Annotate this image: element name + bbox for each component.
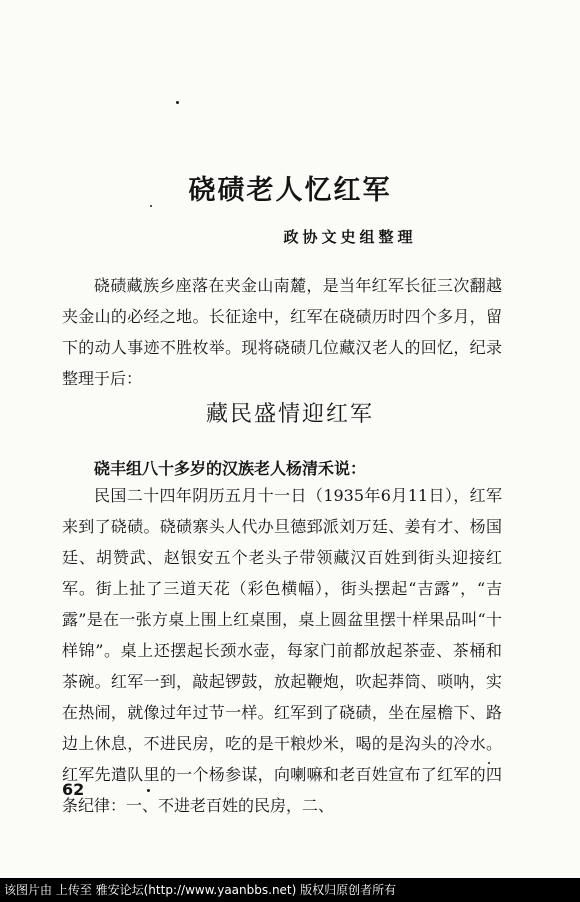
page-number: 62: [62, 780, 85, 799]
watermark-bar: 该图片由 上传至 雅安论坛(http://www.yaanbbs.net) 版权归原创者所有: [0, 878, 580, 902]
section-heading: 藏民盛情迎红军: [205, 402, 374, 427]
ink-speck: [176, 101, 179, 104]
article-author: 政协文史组整理: [283, 228, 417, 246]
speaker-line: 硗丰组八十多岁的汉族老人杨清禾说：: [94, 459, 367, 478]
article-title: 硗碛老人忆红军: [188, 175, 392, 206]
intro-paragraph: 硗碛藏族乡座落在夹金山南麓，是当年红军长征三次翻越夹金山的必经之地。长征途中，红军在硗碛历时四个多月，留下的动人事迹不胜枚举。现将硗碛几位藏汉老人的回忆，纪录整理于后：: [62, 276, 502, 388]
body-paragraph: 民国二十四年阴历五月十一日（1935年6月11日），红军来到了硗碛。硗碛寨头人代办旦德郅派刘万廷、姜有才、杨国廷、胡赞武、赵银安五个老头子带领藏汉百姓到街头迎接红军。街上扯了三道天花（彩色横幅），街头摆起“吉露”，“吉露”是在一张方桌上围上红桌围，桌上圆盆里摆十样果品叫“十样锦”。桌上还摆起长颈水壶，每家门前都放起茶壶、茶桶和茶碗。红军一到，敲起锣鼓，放起鞭炮，吹起莽筒、唢呐，实在热闹，就像过年过节一样。红军到了硗碛，坐在屋檐下、路边上休息，不进民房，吃的是干粮炒米，喝的是沟头的冷水。红军先遣队里的一个杨参谋，向喇嘛和老百姓宣布了红军的四条纪律：一、不进老百姓的民房，二、: [62, 486, 502, 815]
